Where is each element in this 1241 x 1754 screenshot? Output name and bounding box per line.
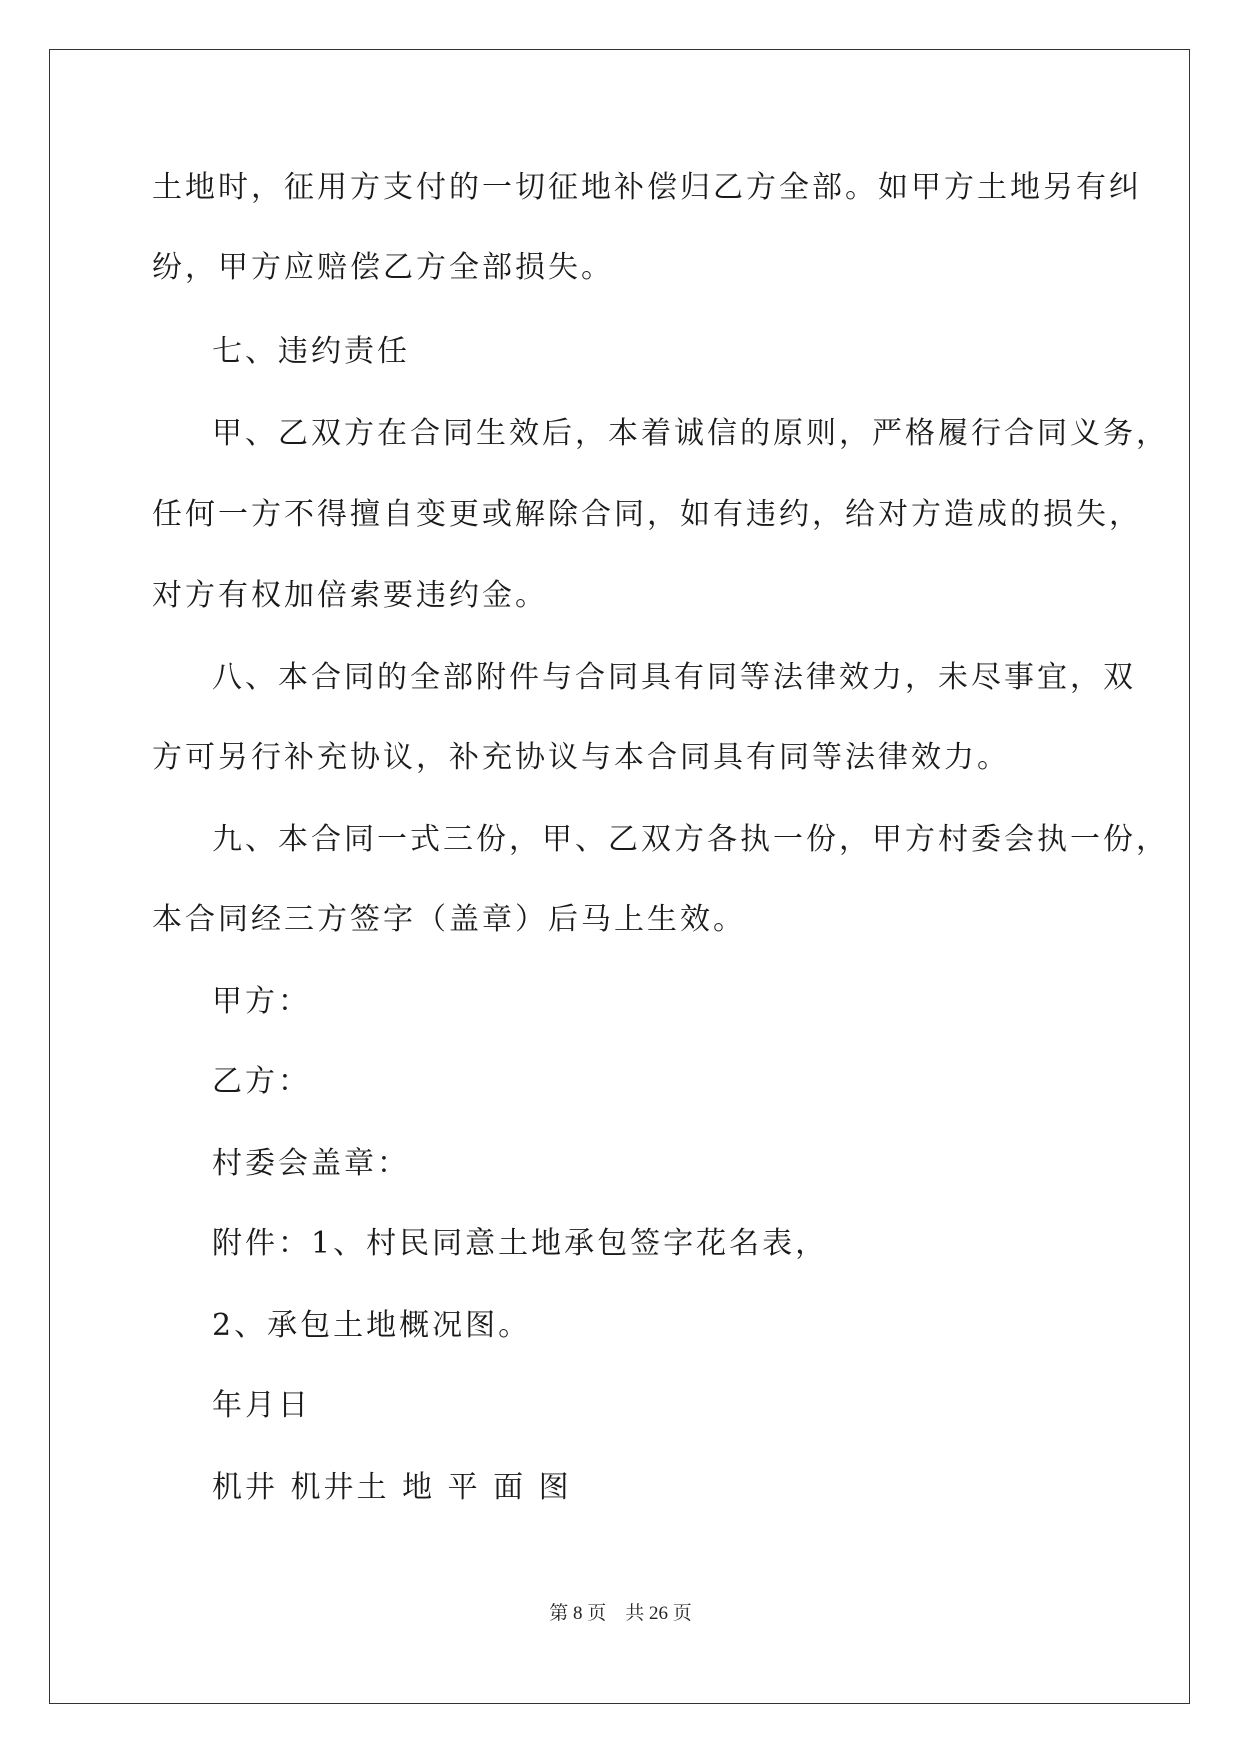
- body-text-line: 本合同经三方签字（盖章）后马上生效。: [152, 902, 746, 937]
- date-line: 年月日: [212, 1388, 311, 1423]
- body-text-line: 纷，甲方应赔偿乙方全部损失。: [152, 250, 614, 285]
- body-text-line: 任何一方不得擅自变更或解除合同，如有违约，给对方造成的损失，: [152, 497, 1142, 532]
- village-committee-seal: 村委会盖章：: [212, 1146, 410, 1181]
- attachment-line: 附件：1、村民同意土地承包签字花名表，: [212, 1226, 829, 1261]
- signature-party-a: 甲方：: [212, 984, 311, 1019]
- body-text-line: 九、本合同一式三份，甲、乙双方各执一份，甲方村委会执一份，: [212, 822, 1169, 857]
- body-text-line: 方可另行补充协议，补充协议与本合同具有同等法律效力。: [152, 740, 1010, 775]
- body-text-line: 对方有权加倍索要违约金。: [152, 578, 548, 613]
- page-number-footer: 第 8 页 共 26 页: [549, 1603, 692, 1624]
- body-text-line: 甲、乙双方在合同生效后，本着诚信的原则，严格履行合同义务，: [212, 416, 1169, 451]
- body-text-line: 八、本合同的全部附件与合同具有同等法律效力，未尽事宜，双: [212, 660, 1136, 695]
- figure-title: 机井 机井土 地 平 面 图: [212, 1470, 572, 1505]
- page-border: [49, 49, 1190, 1704]
- section-heading: 七、违约责任: [212, 334, 410, 369]
- attachment-line: 2、承包土地概况图。: [212, 1308, 532, 1343]
- signature-party-b: 乙方：: [212, 1064, 311, 1099]
- body-text-line: 土地时，征用方支付的一切征地补偿归乙方全部。如甲方土地另有纠: [152, 170, 1142, 205]
